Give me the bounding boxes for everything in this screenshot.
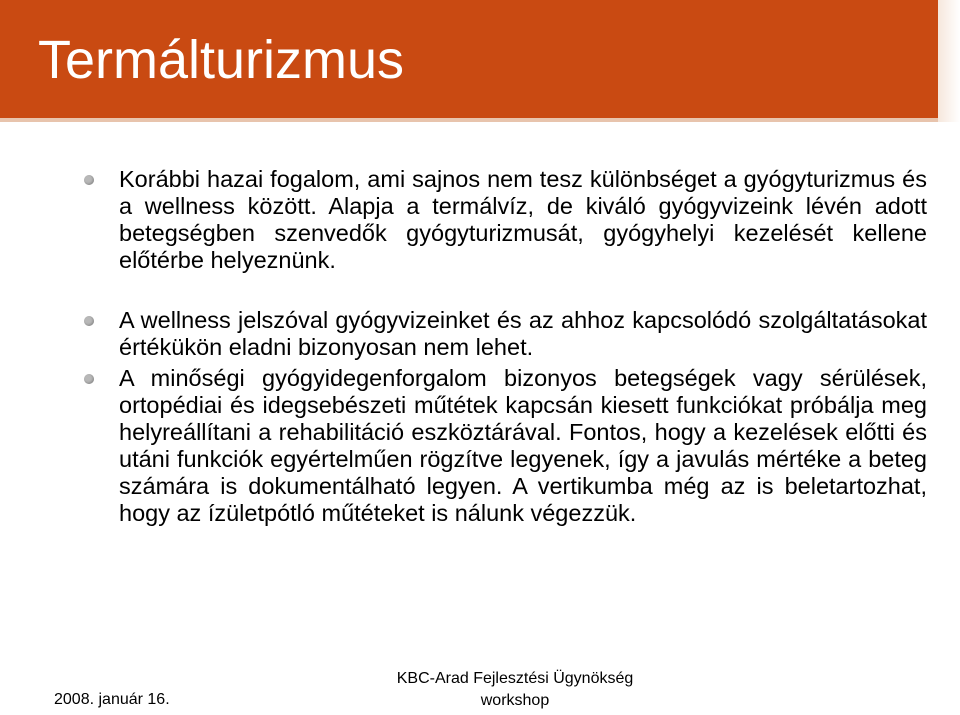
- bullet-icon: [84, 175, 94, 185]
- bullet-text-3: A minőségi gyógyidegenforgalom bizonyos betegségek vagy sérülések, ortopédiai és idegsebészeti műtétek kapcsán kiesett funkciókat próbálja meg helyreállítani a rehabilitáció eszköztárával. Fontos, hogy a kezelések előtti és utáni funkciók egyértelműen rögzítve legyenek, így a javulás mértéke a beteg számára is dokumentálható legyen. A vertikumba még az is beletartozhat, hogy az ízületpótló műtéteket is nálunk végezzük.: [119, 365, 927, 526]
- title-bar: [0, 0, 938, 118]
- bullet-text-1: Korábbi hazai fogalom, ami sajnos nem tesz különbséget a gyógyturizmus és a wellness között. Alapja a termálvíz, de kiváló gyógyvizeink lévén adott betegségben szenvedők gyógyturizmusát, gyógyhelyi kezelését kellene előtérbe helyeznünk.: [119, 166, 927, 273]
- footer-org-line1: KBC-Arad Fejlesztési Ügynökség: [396, 670, 634, 687]
- title-bar-shadow: [0, 118, 938, 122]
- footer-date: 2008. január 16.: [54, 691, 170, 708]
- bullet-icon: [84, 316, 94, 326]
- bullet-icon: [84, 374, 94, 384]
- footer-organization: [380, 668, 650, 712]
- footer-org-line2: workshop: [480, 692, 550, 709]
- bullet-text-2: A wellness jelszóval gyógyvizeinket és az ahhoz kapcsolódó szolgáltatásokat értékükön eladni bizonyosan nem lehet.: [119, 307, 927, 360]
- slide-title: Termálturizmus: [38, 30, 405, 90]
- slide-footer: [0, 665, 960, 715]
- title-bar-edge: [938, 0, 960, 122]
